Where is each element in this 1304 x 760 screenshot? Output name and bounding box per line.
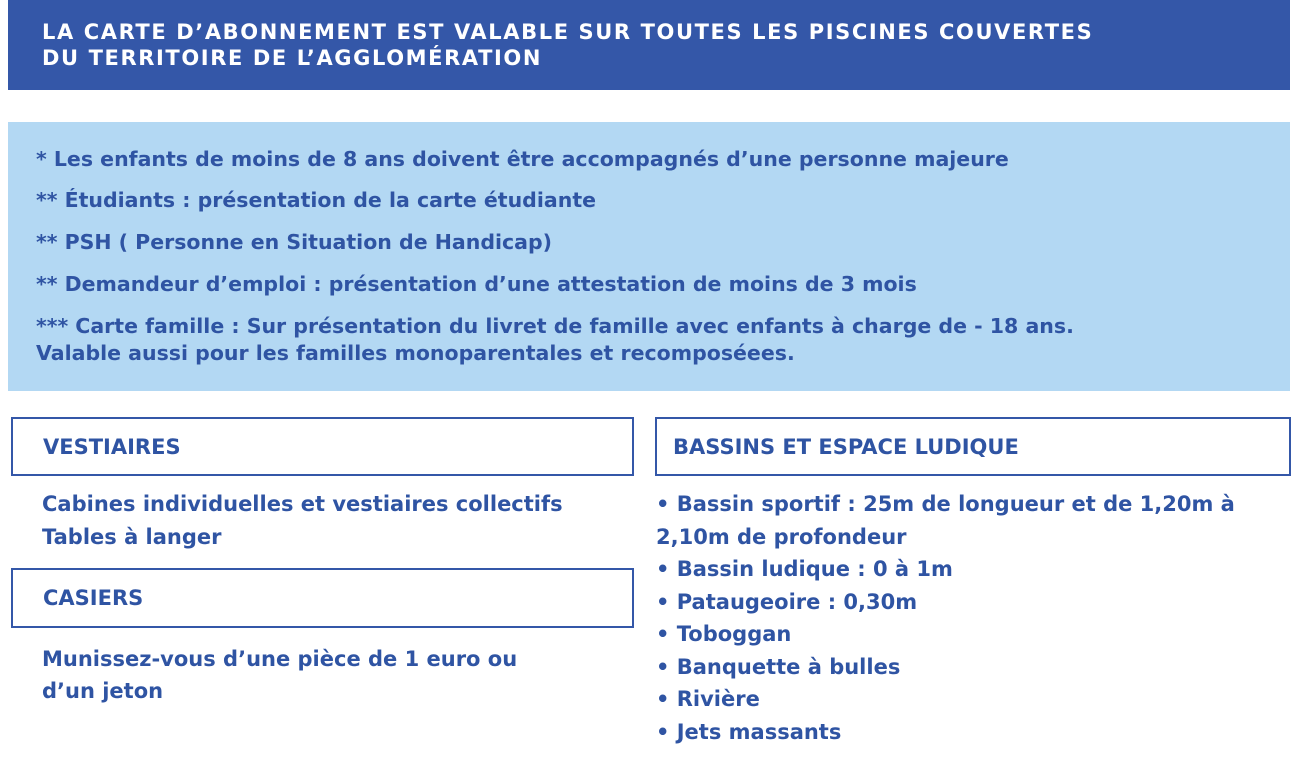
note-job-seeker: ** Demandeur d’emploi : présentation d’une attestation de moins de 3 mois <box>36 272 917 296</box>
list-item: • Jets massants <box>656 719 842 744</box>
bassins-list <box>656 488 1286 748</box>
list-item: • Bassin sportif : 25m de longueur et de 1,20m à <box>656 492 1235 516</box>
casiers-details <box>42 643 517 707</box>
list-item: 2,10m de profondeur <box>656 524 907 549</box>
list-item: • Toboggan <box>656 622 792 646</box>
banner-line-1: LA CARTE D’ABONNEMENT EST VALABLE SUR TOUTES LES PISCINES COUVERTES <box>42 20 1094 44</box>
bassins-title: BASSINS ET ESPACE LUDIQUE <box>673 434 1019 459</box>
list-item: • Banquette à bulles <box>656 654 901 679</box>
casiers-header <box>11 568 634 628</box>
vestiaires-title: VESTIAIRES <box>43 434 181 459</box>
bassins-header <box>655 417 1291 476</box>
list-item: • Rivière <box>656 687 760 711</box>
note-students: ** Étudiants : présentation de la carte étudiante <box>36 188 597 212</box>
list-item: • Bassin ludique : 0 à 1m <box>656 557 953 581</box>
conditions-notes <box>8 122 1290 391</box>
note-family-card-continued: Valable aussi pour les familles monoparentales et recomposéees. <box>36 341 795 365</box>
casiers-line-2: d’un jeton <box>42 679 164 703</box>
vestiaires-line-1: Cabines individuelles et vestiaires collectifs <box>42 492 563 516</box>
note-family-card: *** Carte famille : Sur présentation du livret de famille avec enfants à charge de - 18 ans. <box>36 314 1074 338</box>
subscription-banner <box>8 0 1290 90</box>
note-children: * Les enfants de moins de 8 ans doivent être accompagnés d’une personne majeure <box>36 147 1009 171</box>
vestiaires-header <box>11 417 634 476</box>
note-psh: ** PSH ( Personne en Situation de Handicap) <box>36 230 553 254</box>
list-item: • Pataugeoire : 0,30m <box>656 589 918 614</box>
vestiaires-line-2: Tables à langer <box>42 525 222 549</box>
casiers-title: CASIERS <box>43 586 144 610</box>
banner-line-2: DU TERRITOIRE DE L’AGGLOMÉRATION <box>42 46 543 70</box>
casiers-line-1: Munissez-vous d’une pièce de 1 euro ou <box>42 647 518 671</box>
vestiaires-details <box>42 488 563 554</box>
